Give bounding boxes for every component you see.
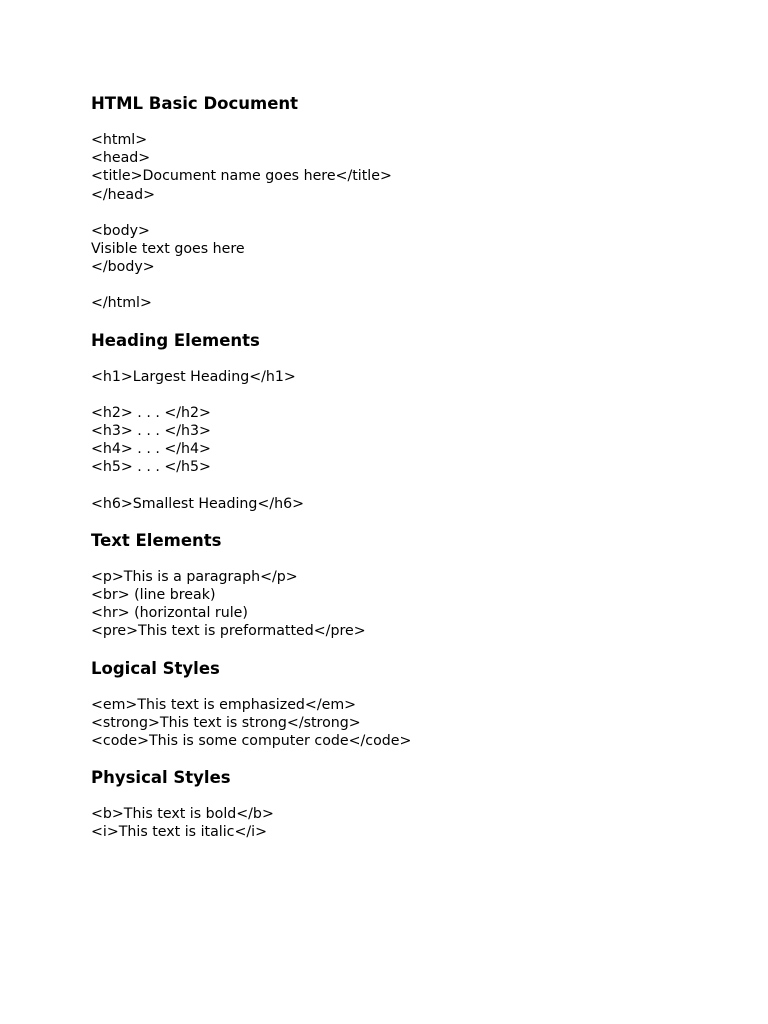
code-line: <em>This text is emphasized</em>: [91, 696, 357, 713]
section-heading: Physical Styles: [91, 768, 231, 788]
code-line: Visible text goes here: [91, 241, 245, 258]
document-page: [91, 93, 731, 842]
section-heading: HTML Basic Document: [91, 94, 299, 113]
section-physical-styles: [91, 767, 731, 841]
code-block: [91, 696, 731, 751]
section-heading: Heading Elements: [91, 330, 260, 350]
code-line: <h1>Largest Heading</h1>: [91, 368, 296, 385]
code-line: <b>This text is bold</b>: [91, 806, 274, 823]
code-line: <code>This is some computer code</code>: [91, 733, 412, 750]
section-body: [91, 696, 731, 751]
section-heading: Logical Styles: [91, 658, 220, 678]
code-line: <h5> . . . </h5>: [91, 459, 211, 476]
code-block: [91, 404, 731, 477]
section-heading: Text Elements: [91, 530, 222, 550]
code-line: <h2> . . . </h2>: [91, 404, 211, 421]
code-line: <title>Document name goes here</title>: [91, 168, 392, 185]
code-line: </body>: [91, 259, 155, 276]
code-line: <html>: [91, 132, 148, 148]
code-line: <i>This text is italic</i>: [91, 824, 267, 841]
section-html-basic-document: [91, 93, 731, 313]
code-line: <br> (line break): [91, 587, 216, 604]
code-line: <p>This is a paragraph</p>: [91, 568, 298, 585]
code-line: <head>: [91, 150, 151, 167]
code-line: <pre>This text is preformatted</pre>: [91, 623, 366, 640]
code-line: <h3> . . . </h3>: [91, 423, 211, 440]
code-line: <strong>This text is strong</strong>: [91, 714, 361, 731]
section-body: [91, 368, 731, 513]
section-heading-elements: [91, 330, 731, 513]
code-block: [91, 368, 731, 386]
code-line: <h6>Smallest Heading</h6>: [91, 495, 304, 512]
section-logical-styles: [91, 658, 731, 751]
code-block: [91, 805, 731, 841]
code-line: </html>: [91, 295, 152, 312]
code-line: <h4> . . . </h4>: [91, 441, 211, 458]
code-block: [91, 222, 731, 277]
code-line: <hr> (horizontal rule): [91, 605, 248, 622]
code-block: [91, 131, 731, 204]
code-block: [91, 568, 731, 641]
code-block: [91, 495, 731, 513]
code-line: </head>: [91, 186, 155, 203]
code-block: [91, 294, 731, 312]
section-body: [91, 805, 731, 841]
section-body: [91, 131, 731, 313]
section-text-elements: [91, 530, 731, 641]
code-line: <body>: [91, 222, 150, 239]
section-body: [91, 568, 731, 641]
